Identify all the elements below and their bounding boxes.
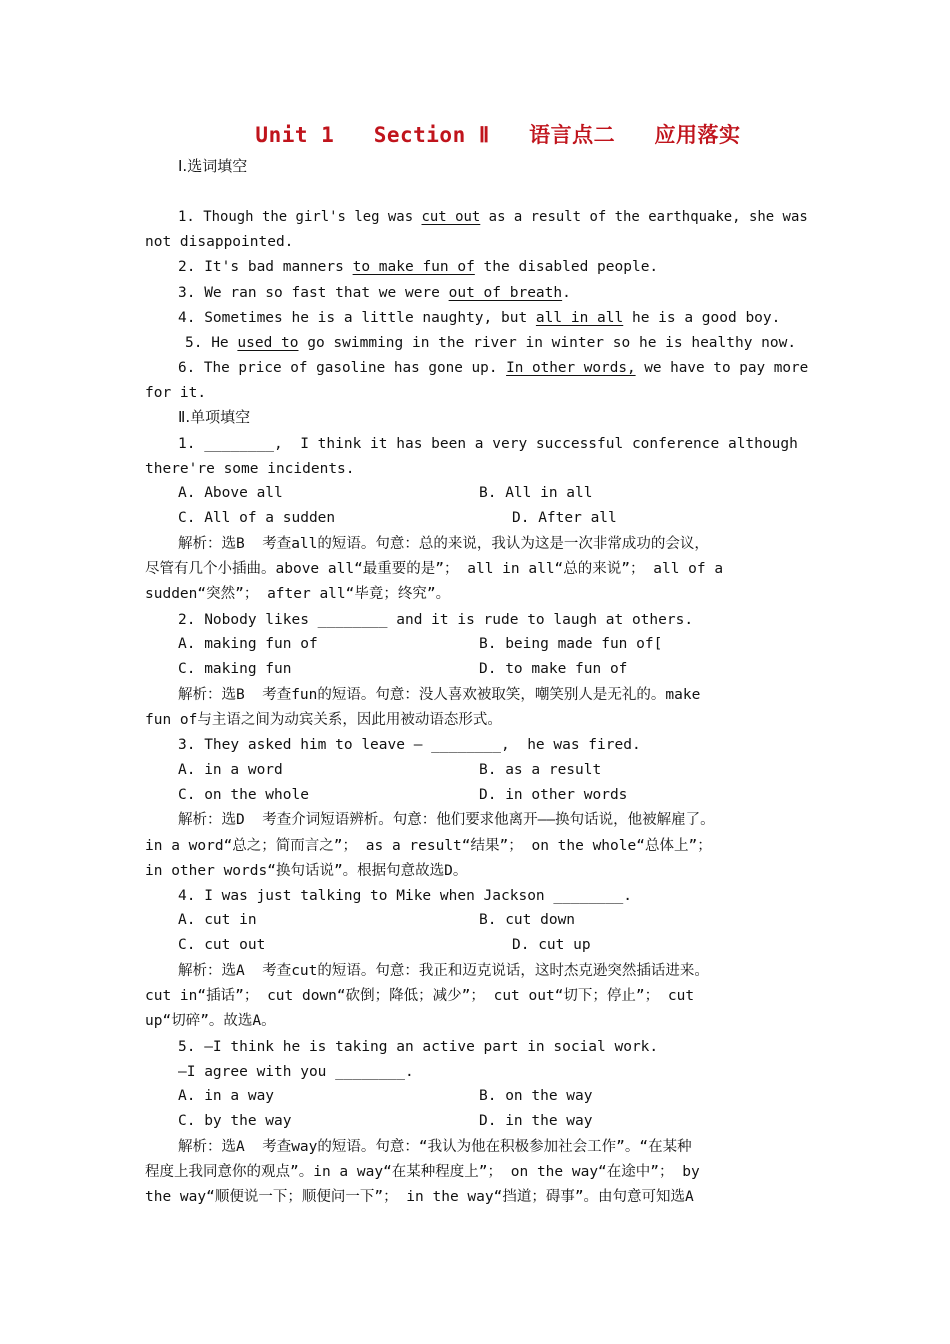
question-2-analysis-line2: fun of与主语之间为动宾关系，因此用被动语态形式。 <box>145 712 502 728</box>
question-3-option-c: C. on the whole <box>178 787 309 803</box>
question-4-option-b: B. cut down <box>479 912 576 928</box>
question-3-option-b: B. as a result <box>479 762 602 778</box>
section-heading-2: Ⅱ.单项填空 <box>178 408 251 426</box>
question-5-option-d: D. in the way <box>479 1113 593 1129</box>
question-3-analysis-line3: in other words“换句话说”。根据句意故选D。 <box>145 863 468 879</box>
fill-item-6-line2: for it. <box>145 385 207 401</box>
question-4-option-a: A. cut in <box>178 912 257 928</box>
fill-answer: all in all <box>535 310 624 326</box>
question-2-option-a: A. making fun of <box>178 636 318 652</box>
question-3-option-d: D. in other words <box>479 787 628 803</box>
question-5-option-b: B. on the way <box>479 1088 593 1104</box>
question-2-stem: 2. Nobody likes ________ and it is rude to laugh at others. <box>178 612 694 628</box>
question-1-stem-line1: 1. ________, I think it has been a very successful conference although <box>178 436 798 452</box>
fill-answer: cut out <box>421 209 481 225</box>
page-title: Unit 1 Section Ⅱ 语言点二 应用落实 <box>255 123 741 147</box>
question-1-option-c: C. All of a sudden <box>178 510 336 526</box>
question-5-option-a: A. in a way <box>178 1088 275 1104</box>
fill-answer: out of breath <box>448 285 563 301</box>
question-5-option-c: C. by the way <box>178 1113 292 1129</box>
question-3-analysis-line2: in a word“总之；简而言之”； as a result“结果”； on the whole“总体上”； <box>145 838 712 854</box>
section-heading-1: Ⅰ.选词填空 <box>178 157 248 175</box>
fill-answer: to make fun of <box>352 259 475 275</box>
question-1-option-d: D. After all <box>512 510 617 526</box>
question-5-analysis-line1: 解析：选A 考查way的短语。句意：“我认为他在积极参加社会工作”。“在某种 <box>178 1139 692 1155</box>
question-5-analysis-line2: 程度上我同意你的观点”。in a way“在某种程度上”； on the way“在途中”； by <box>145 1164 700 1180</box>
question-4-stem: 4. I was just talking to Mike when Jackson ________. <box>178 888 632 904</box>
question-1-analysis-line1: 解析：选B 考查all的短语。句意：总的来说，我认为这是一次非常成功的会议， <box>178 536 709 552</box>
question-5-stem-line2: —I agree with you ________. <box>178 1064 414 1080</box>
question-4-option-c: C. cut out <box>178 937 266 953</box>
fill-item-1-line2: not disappointed. <box>145 234 294 250</box>
question-4-analysis-line1: 解析：选A 考查cut的短语。句意：我正和迈克说话，这时杰克逊突然插话进来。 <box>178 963 709 979</box>
question-2-option-c: C. making fun <box>178 661 292 677</box>
question-1-analysis-line2: 尽管有几个小插曲。above all“最重要的是”； all in all“总的来说”； all of a <box>145 561 724 577</box>
question-1-option-a: A. Above all <box>178 485 283 501</box>
question-2-analysis-line1: 解析：选B 考查fun的短语。句意：没人喜欢被取笑，嘲笑别人是无礼的。make <box>178 687 701 703</box>
fill-item-4: 4. Sometimes he is a little naughty, but all in all he is a good boy. <box>178 310 781 326</box>
question-3-analysis-line1: 解析：选D 考查介词短语辨析。句意：他们要求他离开——换句话说，他被解雇了。 <box>178 812 715 828</box>
question-1-analysis-line3: sudden“突然”； after all“毕竟；终究”。 <box>145 586 451 602</box>
fill-item-1-line1: 1. Though the girl's leg was cut out as a result of the earthquake, she was <box>178 209 808 225</box>
question-2-option-d: D. to make fun of <box>479 661 628 677</box>
fill-answer: In other words, <box>506 360 636 376</box>
fill-item-5: 5. He used to go swimming in the river in winter so he is healthy now. <box>185 335 797 351</box>
fill-item-6-line1: 6. The price of gasoline has gone up. In other words, we have to pay more <box>178 360 809 376</box>
question-4-analysis-line2: cut in“插话”； cut down“砍倒；降低；减少”； cut out“切下；停止”； cut <box>145 988 695 1004</box>
question-1-stem-line2: there're some incidents. <box>145 461 355 477</box>
fill-item-3: 3. We ran so fast that we were out of breath. <box>178 285 571 301</box>
question-4-option-d: D. cut up <box>512 937 591 953</box>
question-5-analysis-line3: the way“顺便说一下；顺便问一下”； in the way“挡道；碍事”。由句意可知选A <box>145 1189 694 1205</box>
question-1-option-b: B. All in all <box>479 485 593 501</box>
fill-answer: used to <box>237 335 299 351</box>
question-3-stem: 3. They asked him to leave — ________, he was fired. <box>178 737 641 753</box>
question-5-stem-line1: 5. —I think he is taking an active part in social work. <box>178 1039 659 1055</box>
question-4-analysis-line3: up“切碎”。故选A。 <box>145 1013 276 1029</box>
fill-item-2: 2. It's bad manners to make fun of the disabled people. <box>178 259 659 275</box>
question-2-option-b: B. being made fun of[ <box>479 636 663 652</box>
question-3-option-a: A. in a word <box>178 762 283 778</box>
